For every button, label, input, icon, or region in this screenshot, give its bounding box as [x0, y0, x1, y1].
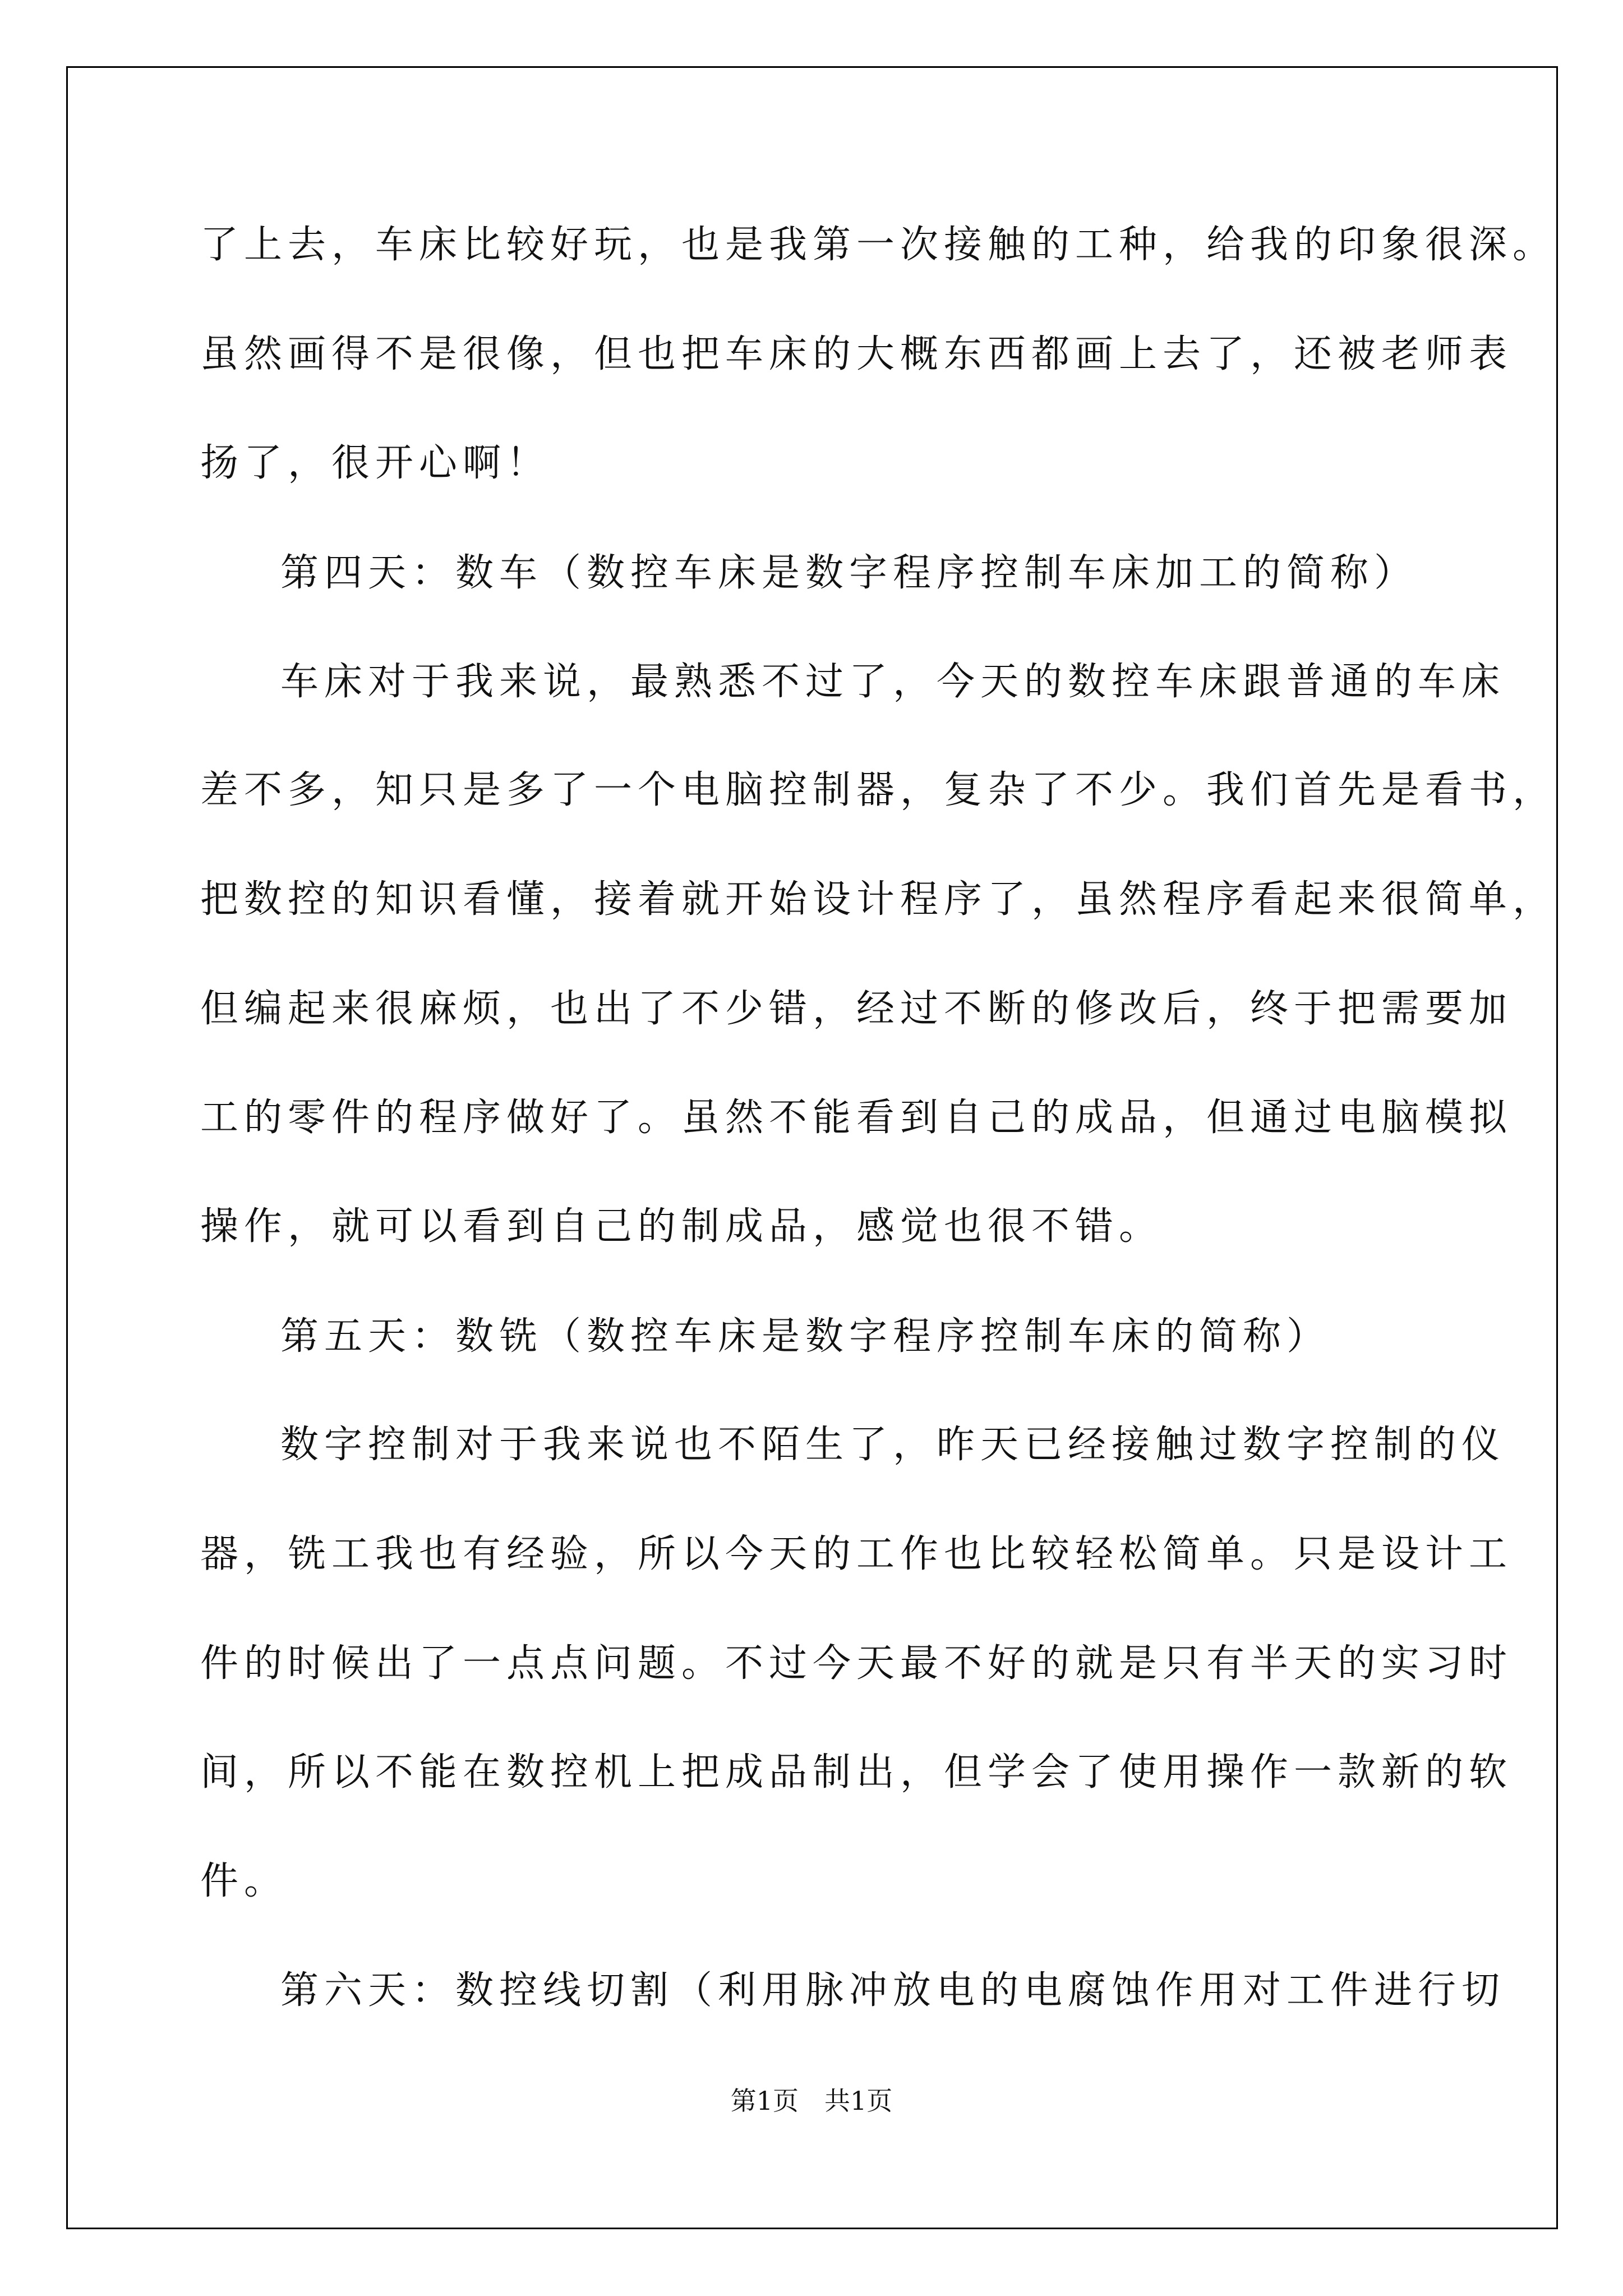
- body-text-line: 虽然画得不是很像，但也把车床的大概东西都画上去了，还被老师表: [200, 332, 1513, 376]
- body-text-line: 工的零件的程序做好了。虽然不能看到自己的成品，但通过电脑模拟: [200, 1096, 1513, 1140]
- body-text-line: 扬了，很开心啊！: [200, 441, 551, 485]
- body-text-line: 把数控的知识看懂，接着就开始设计程序了，虽然程序看起来很简单，: [200, 877, 1557, 922]
- page-total-label: 共1页: [824, 2086, 893, 2116]
- body-text-line: 但编起来很麻烦，也出了不少错，经过不断的修改后，终于把需要加: [200, 987, 1513, 1031]
- body-text-line: 间，所以不能在数控机上把成品制出，但学会了使用操作一款新的软: [200, 1750, 1513, 1795]
- body-text-line: 件。: [200, 1859, 288, 1903]
- section-heading-day-four: 第四天：数车（数控车床是数字程序控制车床加工的简称）: [280, 551, 1418, 595]
- page-footer: [0, 2088, 1623, 2114]
- section-heading-day-five: 第五天：数铣（数控车床是数字程序控制车床的简称）: [280, 1314, 1331, 1359]
- body-text-line: 数字控制对于我来说也不陌生了，昨天已经接触过数字控制的仪: [280, 1423, 1506, 1467]
- page-number-label: 第1页: [730, 2086, 799, 2116]
- body-text-line: 件的时候出了一点点问题。不过今天最不好的就是只有半天的实习时: [200, 1641, 1513, 1686]
- page-frame: [66, 66, 1558, 2229]
- body-text-line: 了上去，车床比较好玩，也是我第一次接触的工种，给我的印象很深。: [200, 223, 1557, 267]
- body-text-line: 操作，就可以看到自己的制成品，感觉也很不错。: [200, 1204, 1163, 1249]
- body-text-line: 差不多，知只是多了一个电脑控制器，复杂了不少。我们首先是看书，: [200, 768, 1557, 812]
- section-heading-day-six: 第六天：数控线切割（利用脉冲放电的电腐蚀作用对工件进行切: [280, 1968, 1506, 2013]
- body-text-line: 器，铣工我也有经验，所以今天的工作也比较轻松简单。只是设计工: [200, 1532, 1513, 1576]
- body-text-line: 车床对于我来说，最熟悉不过了，今天的数控车床跟普通的车床: [280, 660, 1506, 704]
